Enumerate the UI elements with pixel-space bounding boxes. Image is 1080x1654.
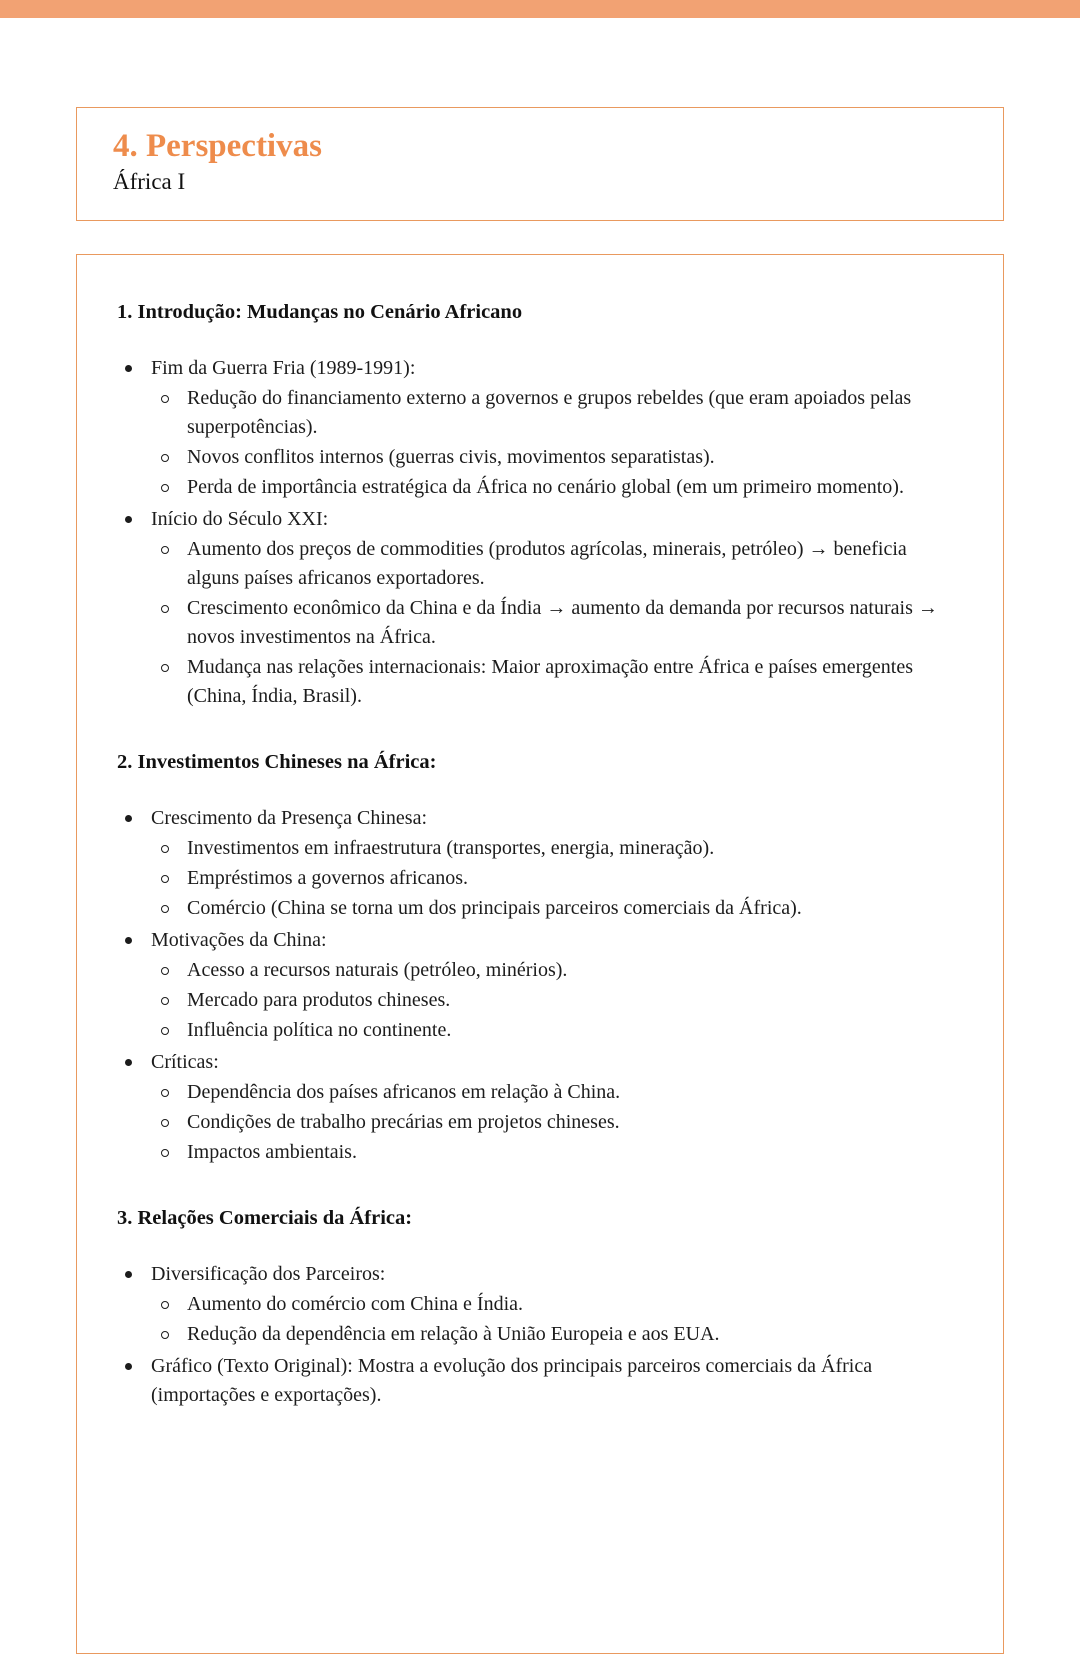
list-subitem-text: Investimentos em infraestrutura (transportes, energia, mineração). bbox=[187, 836, 715, 859]
section-heading: 2. Investimentos Chineses na África: bbox=[117, 750, 437, 773]
list-subitem-text: Redução do financiamento externo a governos e grupos rebeldes (que eram apoiados pelas superpotências). bbox=[187, 386, 912, 438]
list-subitem bbox=[161, 1078, 963, 1107]
bullet-icon bbox=[125, 804, 151, 822]
section bbox=[117, 301, 963, 711]
circle-bullet-icon bbox=[161, 473, 187, 492]
circle-bullet-icon bbox=[161, 1108, 187, 1127]
list-subitem-text: Crescimento econômico da China e da Índia → aumento da demanda por recursos naturais → novos investimentos na África. bbox=[187, 596, 938, 648]
list-subitem bbox=[161, 1320, 963, 1349]
list-subitem-text: Acesso a recursos naturais (petróleo, minérios). bbox=[187, 958, 568, 981]
page-title: 4. Perspectivas bbox=[113, 128, 322, 164]
circle-bullet-icon bbox=[161, 894, 187, 913]
list-subitem-text: Redução da dependência em relação à União Europeia e aos EUA. bbox=[187, 1322, 720, 1345]
list-subitem bbox=[161, 384, 963, 442]
circle-bullet-icon bbox=[161, 535, 187, 554]
list-item-label: Críticas: bbox=[151, 1050, 219, 1073]
list-subitem bbox=[161, 894, 963, 923]
section-heading: 1. Introdução: Mudanças no Cenário Africano bbox=[117, 300, 523, 323]
section bbox=[117, 1207, 963, 1410]
list-subitem bbox=[161, 1290, 963, 1319]
list-subitem-text: Empréstimos a governos africanos. bbox=[187, 866, 469, 889]
list-item-label: Crescimento da Presença Chinesa: bbox=[151, 806, 428, 829]
list-item bbox=[125, 1352, 963, 1410]
circle-bullet-icon bbox=[161, 384, 187, 403]
list-subitem bbox=[161, 1016, 963, 1045]
list-subitem bbox=[161, 443, 963, 472]
bullet-icon bbox=[125, 354, 151, 372]
list-item bbox=[125, 505, 963, 534]
list-item-label: Fim da Guerra Fria (1989-1991): bbox=[151, 356, 416, 379]
list-subitem bbox=[161, 956, 963, 985]
circle-bullet-icon bbox=[161, 594, 187, 613]
circle-bullet-icon bbox=[161, 1016, 187, 1035]
list-subitem bbox=[161, 594, 963, 652]
list-item-label: Diversificação dos Parceiros: bbox=[151, 1262, 386, 1285]
list-subitem bbox=[161, 864, 963, 893]
content-card bbox=[76, 254, 1004, 1654]
list-subitem-text: Mudança nas relações internacionais: Maior aproximação entre África e países emergentes (China, Índia, Brasil). bbox=[187, 655, 913, 707]
bullet-icon bbox=[125, 926, 151, 944]
list-item bbox=[125, 354, 963, 383]
list-subitem bbox=[161, 473, 963, 502]
circle-bullet-icon bbox=[161, 653, 187, 672]
list-subitem-text: Aumento do comércio com China e Índia. bbox=[187, 1292, 524, 1315]
list-subitem-text: Novos conflitos internos (guerras civis, movimentos separatistas). bbox=[187, 445, 715, 468]
list-item bbox=[125, 1260, 963, 1289]
list-item-label: Motivações da China: bbox=[151, 928, 327, 951]
list-subitem bbox=[161, 535, 963, 593]
circle-bullet-icon bbox=[161, 1290, 187, 1309]
section bbox=[117, 751, 963, 1167]
list-subitem-text: Mercado para produtos chineses. bbox=[187, 988, 451, 1011]
list-subitem bbox=[161, 1138, 963, 1167]
circle-bullet-icon bbox=[161, 956, 187, 975]
list-item bbox=[125, 804, 963, 833]
list-subitem bbox=[161, 653, 963, 711]
circle-bullet-icon bbox=[161, 864, 187, 883]
circle-bullet-icon bbox=[161, 834, 187, 853]
header-card bbox=[76, 107, 1004, 221]
list-subitem-text: Condições de trabalho precárias em projetos chineses. bbox=[187, 1110, 620, 1133]
list-item-label: Início do Século XXI: bbox=[151, 507, 329, 530]
bullet-icon bbox=[125, 1260, 151, 1278]
bullet-icon bbox=[125, 1048, 151, 1066]
list-subitem-text: Perda de importância estratégica da África no cenário global (em um primeiro momento). bbox=[187, 475, 904, 498]
section-heading: 3. Relações Comerciais da África: bbox=[117, 1206, 413, 1229]
list-subitem-text: Aumento dos preços de commodities (produtos agrícolas, minerais, petróleo) → beneficia alguns países africanos exportadores. bbox=[187, 537, 907, 589]
list-subitem-text: Dependência dos países africanos em relação à China. bbox=[187, 1080, 621, 1103]
list-item-label: Gráfico (Texto Original): Mostra a evolução dos principais parceiros comerciais da África (importações e exportações). bbox=[151, 1354, 873, 1406]
top-accent-bar bbox=[0, 0, 1080, 18]
circle-bullet-icon bbox=[161, 1078, 187, 1097]
list-subitem bbox=[161, 986, 963, 1015]
circle-bullet-icon bbox=[161, 986, 187, 1005]
list-item bbox=[125, 926, 963, 955]
sections bbox=[117, 301, 963, 1410]
list-subitem bbox=[161, 834, 963, 863]
circle-bullet-icon bbox=[161, 1138, 187, 1157]
list-subitem-text: Impactos ambientais. bbox=[187, 1140, 357, 1163]
page-subtitle: África I bbox=[113, 168, 186, 194]
list-item bbox=[125, 1048, 963, 1077]
list-subitem-text: Comércio (China se torna um dos principais parceiros comerciais da África). bbox=[187, 896, 802, 919]
bullet-icon bbox=[125, 505, 151, 523]
list-subitem-text: Influência política no continente. bbox=[187, 1018, 452, 1041]
list-subitem bbox=[161, 1108, 963, 1137]
circle-bullet-icon bbox=[161, 443, 187, 462]
bullet-icon bbox=[125, 1352, 151, 1370]
circle-bullet-icon bbox=[161, 1320, 187, 1339]
